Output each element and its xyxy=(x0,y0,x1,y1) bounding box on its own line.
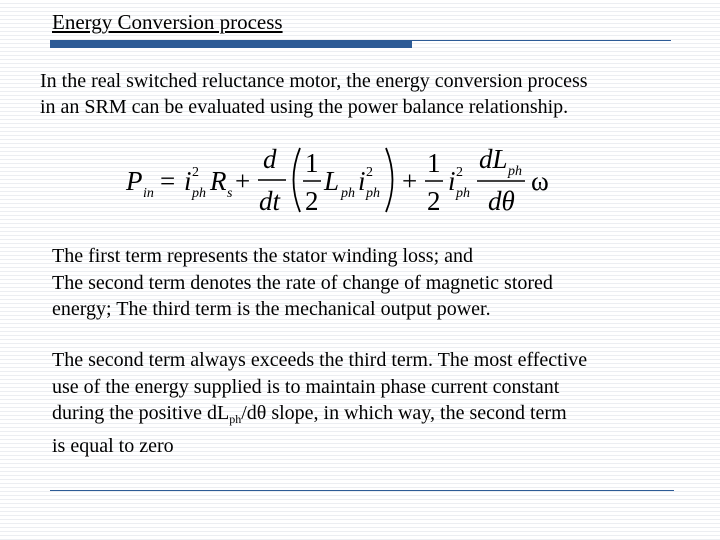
eq-half-2-num: 1 xyxy=(427,148,441,178)
eq-plus-2: + xyxy=(402,166,418,196)
intro-line-2: in an SRM can be evaluated using the power balance relationship. xyxy=(40,96,569,118)
eq-term2-sq: 2 xyxy=(366,165,373,180)
footer-rule xyxy=(50,490,674,491)
eq-omega: ω xyxy=(531,166,549,196)
eq-term1-r: R xyxy=(210,166,227,196)
eq-dt: dt xyxy=(259,186,281,216)
eq-term1-ph: ph xyxy=(192,186,206,201)
eq-term2-i: i xyxy=(358,166,366,196)
title-rule-thick xyxy=(50,40,412,48)
eq-half-1-den: 2 xyxy=(305,186,319,216)
eq-dl: dL xyxy=(479,144,508,174)
eq-term1-sq: 2 xyxy=(192,165,199,180)
eq-plus-1: + xyxy=(235,166,251,196)
title-rule-thin xyxy=(412,40,671,41)
intro-line-1: In the real switched reluctance motor, the energy conversion process xyxy=(40,70,588,92)
eq-term3-i: i xyxy=(448,166,456,196)
para1-line-3: energy; The third term is the mechanical output power. xyxy=(52,298,491,320)
para2-line-3 xyxy=(52,400,692,433)
eq-term2-ph: ph xyxy=(366,186,380,201)
eq-term1-s: s xyxy=(227,186,233,201)
eq-half-1-num: 1 xyxy=(305,148,319,178)
eq-dtheta: dθ xyxy=(488,186,515,216)
eq-term3-sq: 2 xyxy=(456,165,463,180)
eq-l-ph: ph xyxy=(341,186,355,201)
eq-d: d xyxy=(263,144,277,174)
eq-dl-ph: ph xyxy=(508,164,522,179)
strategy-paragraph xyxy=(52,347,692,459)
slide-title: Energy Conversion process xyxy=(52,10,283,34)
eq-p: P xyxy=(126,166,143,196)
eq-term3-ph: ph xyxy=(456,186,470,201)
eq-term1-i: i xyxy=(184,166,192,196)
para2-line-3-before: during the positive d xyxy=(52,402,217,424)
power-balance-equation xyxy=(122,140,562,216)
para2-line-1: The second term always exceeds the third term. The most effective xyxy=(52,349,588,371)
intro-paragraph xyxy=(40,68,700,120)
para2-line-3-l: L xyxy=(216,402,230,424)
para2-line-3-sub: ph xyxy=(229,412,242,426)
eq-right-paren xyxy=(386,148,393,212)
para2-line-2: use of the energy supplied is to maintain phase current constant xyxy=(52,375,560,398)
para1-line-1: The first term represents the stator winding loss; and xyxy=(52,245,474,267)
para2-line-3-after: /dθ slope, in which way, the second term xyxy=(241,402,567,424)
eq-half-2-den: 2 xyxy=(427,186,441,216)
eq-p-sub: in xyxy=(143,186,154,201)
para1-line-2: The second term denotes the rate of change of magnetic stored xyxy=(52,271,553,294)
eq-equals: = xyxy=(160,166,176,196)
terms-explanation-paragraph xyxy=(52,243,692,323)
para2-line-4: is equal to zero xyxy=(52,434,174,457)
eq-l: L xyxy=(324,166,340,196)
eq-left-paren xyxy=(294,148,301,212)
